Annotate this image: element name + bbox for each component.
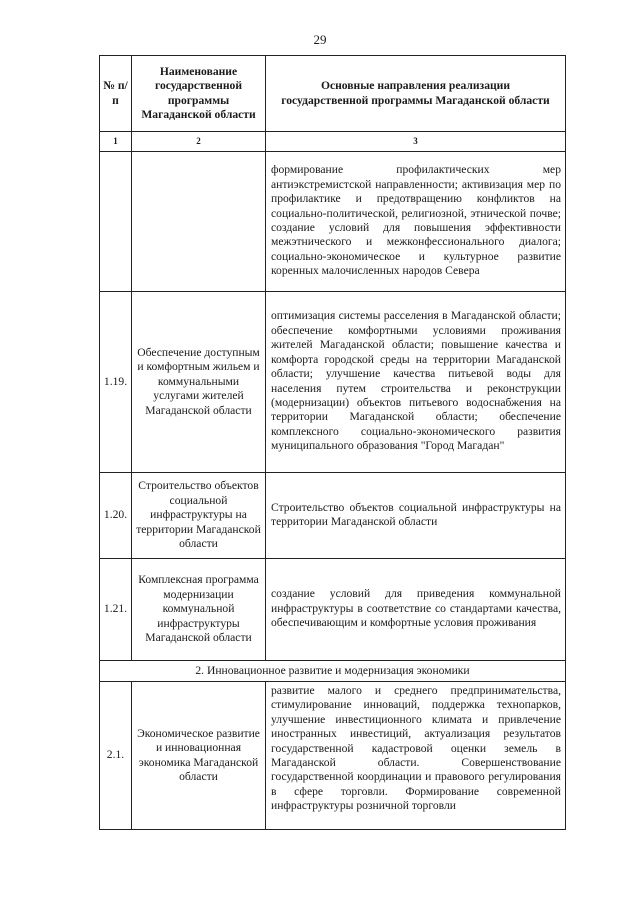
header-row — [100, 56, 566, 132]
program-directions: формирование профилактических мер антиэкстремистской направленности; активизация мер по профилактике и предотвращению конфликтов на социально-политической, религиозной, этнической почве; создание условий для повышения эффективности межэтнического и межконфессионального диалога; социально-экономическое и культурное развитие коренных малочисленных народов Севера — [266, 152, 566, 292]
programs-table — [99, 55, 566, 830]
row-number — [100, 152, 132, 292]
column-number-1: 1 — [100, 132, 132, 152]
column-numbers-row — [100, 132, 566, 152]
program-name: Обеспечение доступным и комфортным жильем и коммунальными услугами жителей Магаданской области — [132, 292, 266, 473]
row-number: 1.21. — [100, 559, 132, 661]
program-directions: оптимизация системы расселения в Магаданской области; обеспечение комфортными условиями проживания жителей Магаданской области; повышение качества и комфорта городской среды на территории Магаданской области; улучшение качества питьевой воды для населения путем строительства и реконструкции (модернизации) объектов питьевого водоснабжения на территории Магаданской области; обеспечение комплексного социально-экономического развития муниципального образования "Город Магадан" — [266, 292, 566, 473]
program-name — [132, 152, 266, 292]
row-number: 2.1. — [100, 682, 132, 830]
table-row — [100, 559, 566, 661]
program-directions: Строительство объектов социальной инфраструктуры на территории Магаданской области — [266, 473, 566, 559]
table-row — [100, 473, 566, 559]
column-number-3: 3 — [266, 132, 566, 152]
row-number: 1.19. — [100, 292, 132, 473]
row-number: 1.20. — [100, 473, 132, 559]
section-row — [100, 661, 566, 682]
header-directions: Основные направления реализации государственной программы Магаданской области — [266, 56, 566, 132]
header-program-name: Наименование государственной программы Магаданской области — [132, 56, 266, 132]
section-title: 2. Инновационное развитие и модернизация экономики — [100, 661, 566, 682]
program-name: Строительство объектов социальной инфраструктуры на территории Магаданской области — [132, 473, 266, 559]
program-name: Экономическое развитие и инновационная экономика Магаданской области — [132, 682, 266, 830]
header-num: № п/п — [100, 56, 132, 132]
program-name: Комплексная программа модернизации коммунальной инфраструктуры Магаданской области — [132, 559, 266, 661]
program-directions: развитие малого и среднего предпринимательства, стимулирование инноваций, поддержка технопарков, улучшение инвестиционного климата и привлечение иностранных инвестиций, актуализация результатов государственной кадастровой оценки земель в Магаданской области. Совершенствование государственной координации и правового регулирования в сфере торговли. Формирование современной инфраструктуры розничной торговли — [266, 682, 566, 830]
table-row — [100, 292, 566, 473]
page-number: 29 — [313, 32, 327, 47]
column-number-2: 2 — [132, 132, 266, 152]
table-row — [100, 152, 566, 292]
program-directions: создание условий для приведения коммунальной инфраструктуры в соответствие со стандартами качества, обеспечивающим и комфортные условия проживания — [266, 559, 566, 661]
table-row — [100, 682, 566, 830]
